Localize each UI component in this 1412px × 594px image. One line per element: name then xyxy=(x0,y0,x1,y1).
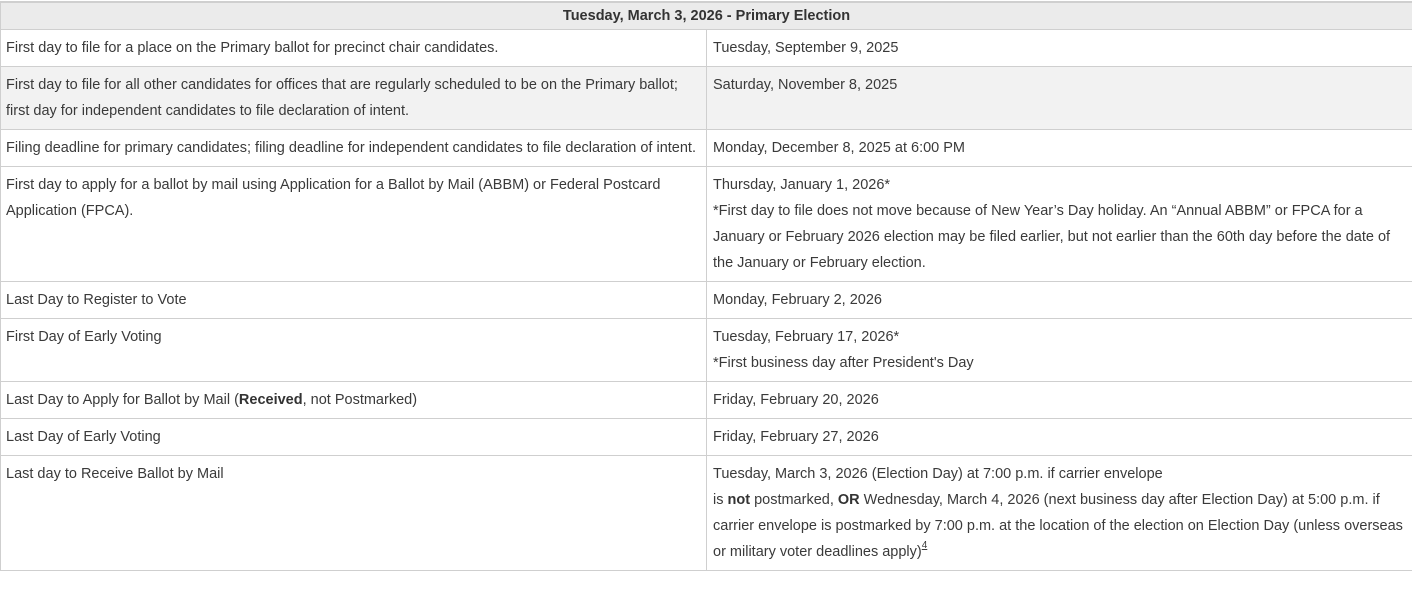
date-value: Thursday, January 1, 2026* xyxy=(713,172,1408,198)
date-cell: Saturday, November 8, 2025 xyxy=(707,67,1412,130)
event-cell: Last Day to Register to Vote xyxy=(1,282,707,319)
date-text-bold-not: not xyxy=(728,492,751,508)
date-cell: Monday, December 8, 2025 at 6:00 PM xyxy=(707,130,1412,167)
date-text-pre: is xyxy=(713,492,728,508)
table-row xyxy=(1,319,1412,382)
event-cell: Last day to Receive Ballot by Mail xyxy=(1,456,707,571)
date-cell xyxy=(707,456,1412,571)
event-text-bold: Received xyxy=(239,392,303,408)
date-text-post: Wednesday, March 4, 2026 (next business day after Election Day) at 5:00 p.m. if carrier envelope is postmarked by 7:00 p.m. at the location of the election on Election Day (unless overseas or military voter deadlines apply) xyxy=(713,492,1403,560)
event-cell: First day to file for a place on the Primary ballot for precinct chair candidates. xyxy=(1,30,707,67)
table-row xyxy=(1,419,1412,456)
date-cell: Monday, February 2, 2026 xyxy=(707,282,1412,319)
table-row xyxy=(1,30,1412,67)
date-note: *First day to file does not move because of New Year’s Day holiday. An “Annual ABBM” or FPCA for a January or February 2026 election may be filed earlier, but not earlier than the 60th day before the date of the January or February election. xyxy=(713,198,1408,276)
election-schedule-table xyxy=(0,1,1412,571)
date-cell xyxy=(707,167,1412,282)
date-note: *First business day after President's Day xyxy=(713,350,1408,376)
date-value: Tuesday, February 17, 2026* xyxy=(713,324,1408,350)
event-text-pre: Last Day to Apply for Ballot by Mail ( xyxy=(6,392,239,408)
table-row xyxy=(1,282,1412,319)
table-row xyxy=(1,130,1412,167)
date-text-mid: postmarked, xyxy=(750,492,838,508)
date-value: Tuesday, March 3, 2026 (Election Day) at 7:00 p.m. if carrier envelope xyxy=(713,461,1408,487)
date-cell xyxy=(707,319,1412,382)
date-text-bold-or: OR xyxy=(838,492,860,508)
election-title: Tuesday, March 3, 2026 - Primary Election xyxy=(1,2,1412,30)
event-cell: First day to file for all other candidates for offices that are regularly scheduled to be on the Primary ballot; first day for independent candidates to file declaration of intent. xyxy=(1,67,707,130)
event-cell xyxy=(1,382,707,419)
event-cell: Filing deadline for primary candidates; filing deadline for independent candidates to file declaration of intent. xyxy=(1,130,707,167)
table-row xyxy=(1,67,1412,130)
event-cell: First Day of Early Voting xyxy=(1,319,707,382)
date-cell: Tuesday, September 9, 2025 xyxy=(707,30,1412,67)
table-row xyxy=(1,382,1412,419)
table-header-row xyxy=(1,2,1412,30)
date-cell: Friday, February 27, 2026 xyxy=(707,419,1412,456)
table-row xyxy=(1,167,1412,282)
event-text-post: , not Postmarked) xyxy=(303,392,417,408)
event-cell: Last Day of Early Voting xyxy=(1,419,707,456)
table-row xyxy=(1,456,1412,571)
footnote-link[interactable]: 4 xyxy=(922,540,928,551)
event-cell: First day to apply for a ballot by mail using Application for a Ballot by Mail (ABBM) or Federal Postcard Application (FPCA). xyxy=(1,167,707,282)
date-cell: Friday, February 20, 2026 xyxy=(707,382,1412,419)
